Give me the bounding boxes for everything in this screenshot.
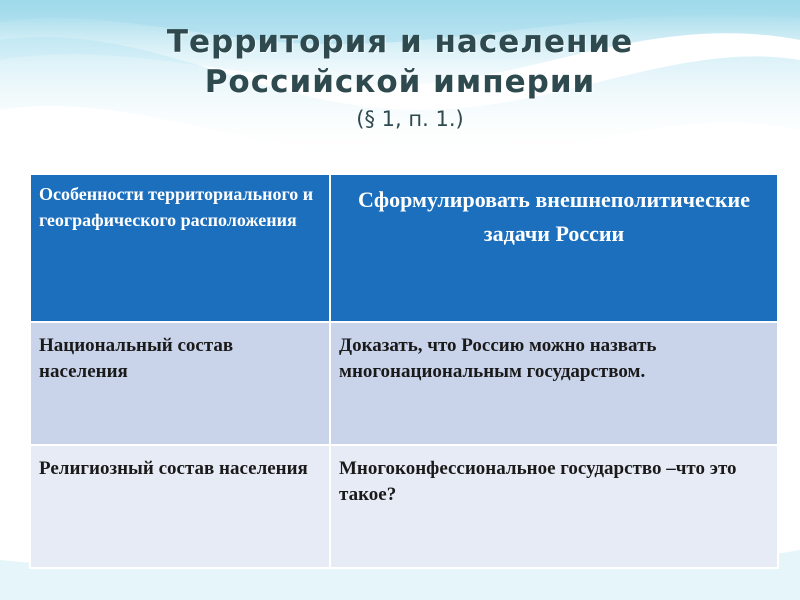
row-1-left-cell: Национальный состав населения [30,322,330,445]
header-cell-left: Особенности территориального и географического расположения [30,174,330,322]
title-subtitle: (§ 1, п. 1.) [356,107,464,131]
row-2-left-cell: Религиозный состав населения [30,445,330,568]
content-table [29,173,779,569]
title-line-1: Территория и население [166,24,634,60]
table-row [30,445,778,568]
table-header-row [30,174,778,322]
title-line-2: Российской империи [204,64,596,100]
row-2-right-cell: Многоконфессиональное государство –что это такое? [330,445,778,568]
row-1-right-cell: Доказать, что Россию можно назвать многонациональным государством. [330,322,778,445]
header-cell-right: Сформулировать внешнеполитические задачи России [330,174,778,322]
table-row [30,322,778,445]
slide-title [0,22,800,134]
